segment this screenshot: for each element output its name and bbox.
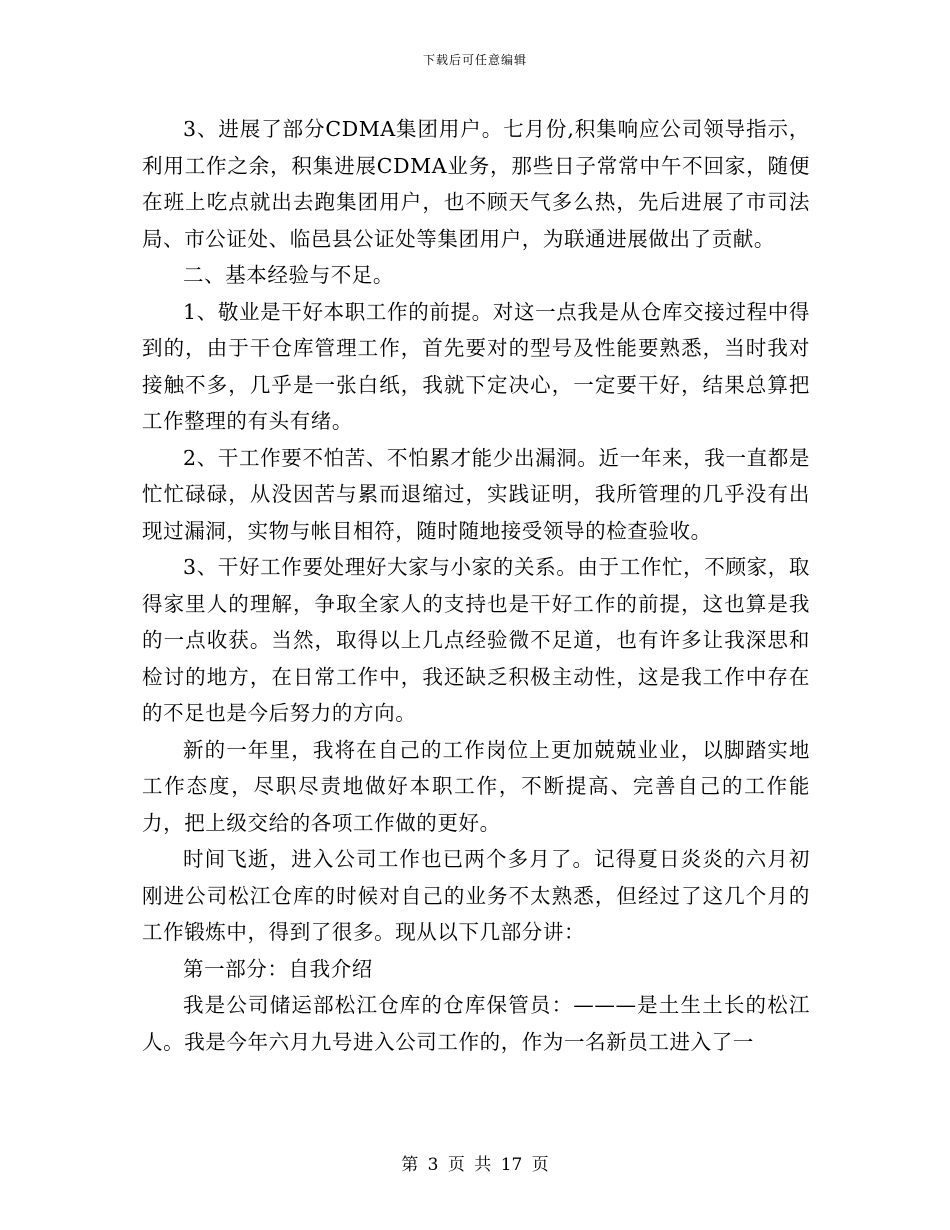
page-number-footer: 第 3 页 共 17 页	[401, 1155, 549, 1175]
paragraph: 二、基本经验与不足。	[183, 263, 394, 287]
paragraph: 3、进展了部分CDMA集团用户。七月份,积集响应公司领导指示，利用工作之余，积集进展CDMA业务，那些日子常常中午不回家，随便在班上吃点就出去跑集团用户，也不顾天气多么热，先后进展了市司法局、市公证处、临邑县公证处等集团用户，为联通进展做出了贡献。	[142, 117, 810, 251]
paragraph: 新的一年里，我将在自己的工作岗位上更加兢兢业业，以脚踏实地工作态度，尽职尽责地做好本职工作，不断提高、完善自己的工作能力，把上级交给的各项工作做的更好。	[142, 737, 810, 835]
paragraph: 第一部分：自我介绍	[183, 956, 373, 981]
page-header: 下载后可任意编辑	[422, 53, 527, 67]
paragraph: 我是公司储运部松江仓库的仓库保管员：———是土生土长的松江人。我是今年六月九号进入公司工作的，作为一名新员工进入了一	[142, 993, 810, 1054]
document-body	[142, 111, 810, 1060]
paragraph: 2、干工作要不怕苦、不怕累才能少出漏洞。近一年来，我一直都是忙忙碌碌，从没因苦与累而退缩过，实践证明，我所管理的几乎没有出现过漏洞，实物与帐目相符，随时随地接受领导的检查验收。	[142, 445, 810, 543]
paragraph: 1、敬业是干好本职工作的前提。对这一点我是从仓库交接过程中得到的，由于干仓库管理工作，首先要对的型号及性能要熟悉，当时我对接触不多，几乎是一张白纸，我就下定决心，一定要干好，结果总算把工作整理的有头有绪。	[142, 299, 810, 433]
paragraph: 时间飞逝，进入公司工作也已两个多月了。记得夏日炎炎的六月初刚进公司松江仓库的时候对自己的业务不太熟悉，但经过了这几个月的工作锻炼中，得到了很多。现从以下几部分讲：	[142, 847, 810, 944]
paragraph: 3、干好工作要处理好大家与小家的关系。由于工作忙，不顾家，取得家里人的理解，争取全家人的支持也是干好工作的前提，这也算是我的一点收获。当然，取得以上几点经验微不足道，也有许多让我深思和检讨的地方，在日常工作中，我还缺乏积极主动性，这是我工作中存在的不足也是今后努力的方向。	[142, 555, 810, 725]
